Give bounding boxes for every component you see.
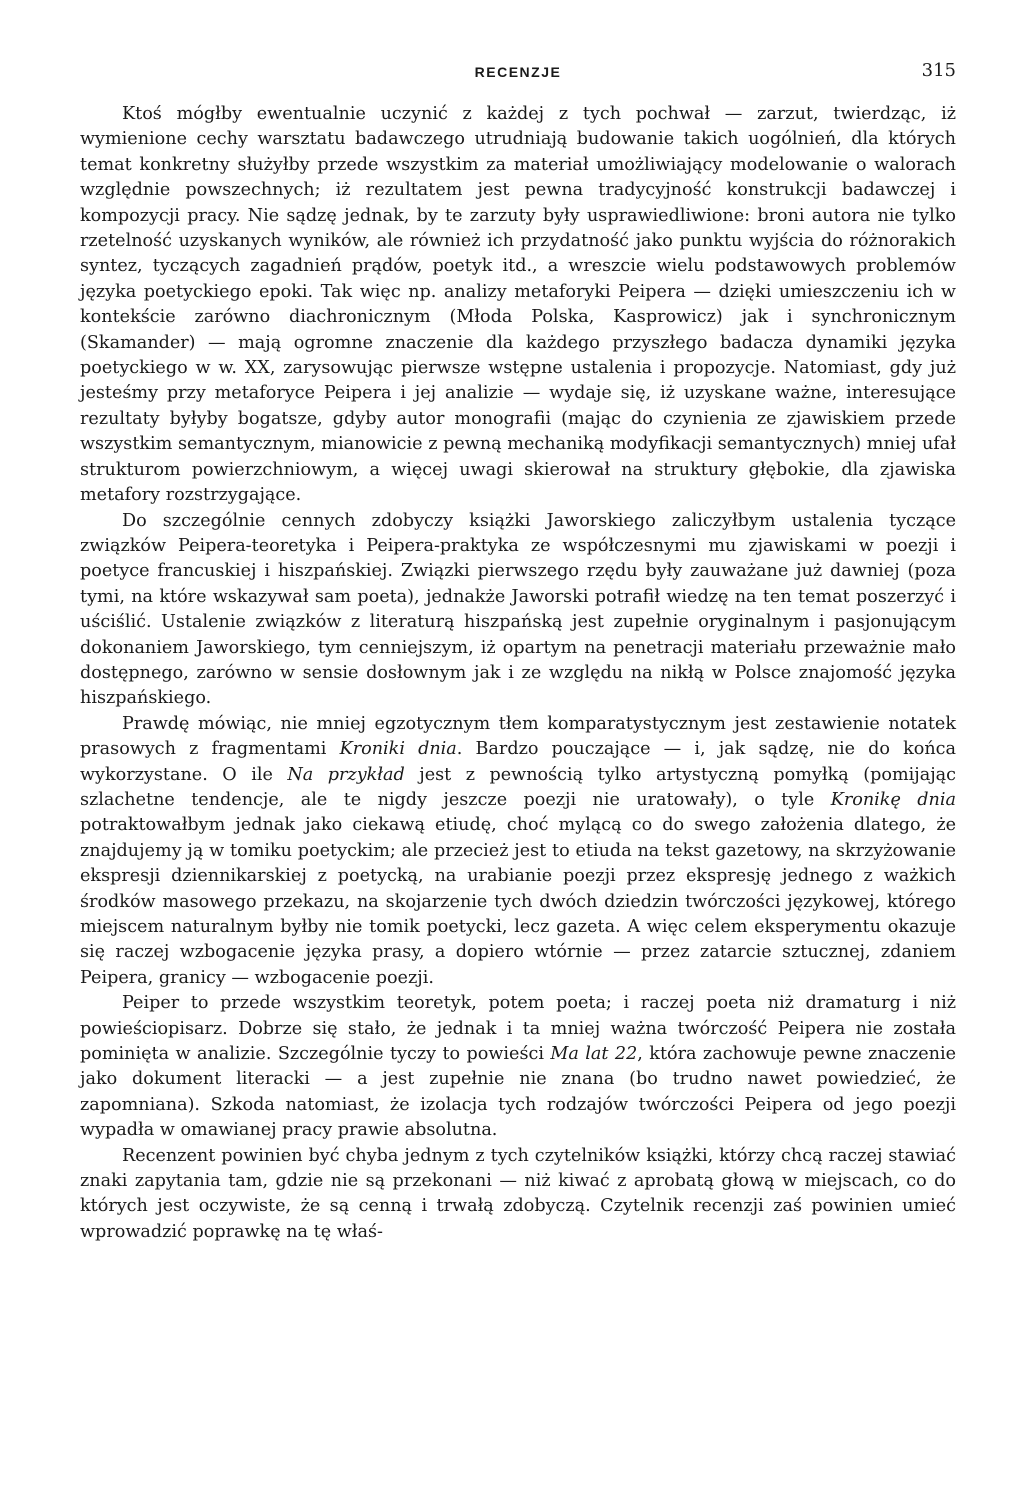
text-run: Ktoś mógłby ewentualnie uczynić z każdej z tych pochwał — zarzut, twierdząc, iż wymienione cechy warsztatu badawczego utrudniają budowanie takich uogólnień, dla których temat konkretny służyłby przede wszystkim za materiał umożliwiający modelowanie o walorach względnie powszechnych; iż rezultatem jest pewna tradycyjność konstrukcji badawczej i kompozycji pracy. Nie sądzę jednak, by te zarzuty były usprawiedliwione: broni autora nie tylko rzetelność uzyskanych wyników, ale również ich przydatność jako punktu wyjścia do różnorakich syntez, tyczących zagadnień prądów, poetyk itd., a wreszcie wielu podstawowych problemów języka poetyckiego epoki. Tak więc np. analizy metaforyki Peipera — dzięki umieszczeniu ich w kontekście zarówno diachronicznym (Młoda Polska, Kasprowicz) jak i synchronicznym (Skamander) — mają ogromne znaczenie dla każdego przyszłego badacza dynamiki języka poetyckiego w w. XX, zarysowując pierwsze wstępne ustalenia i propozycje. Natomiast, gdy już jesteśmy przy metaforyce Peipera i jej analizie — wydaje się, iż uzyskane ważne, interesujące rezultaty byłyby bogatsze, gdyby autor monografii (mając do czynienia ze zjawiskiem przede wszystkim semantycznym, mianowicie z pewną mechaniką modyfikacji semantycznych) mniej ufał strukturom powierzchniowym, a więcej uwagi skierował na struktury głębokie, dla zjawiska metafory rozstrzygające. xyxy=(80,104,956,506)
paragraph xyxy=(80,991,956,1143)
text-run: potraktowałbym jednak jako ciekawą etiudę, choć mylącą co do swego założenia dlatego, że znajdujemy ją w tomiku poetyckim; ale przecież jest to etiuda na tekst gazetowy, na skrzyżowanie ekspresji dziennikarskiej z poetycką, na urabianie poezji przez ekspresję jednego z ważkich środków masowego przekazu, na skojarzenie tych dwóch dziedzin twórczości językowej, którego miejscem naturalnym byłby nie tomik poetycki, lecz gazeta. A więc celem eksperymentu okazuje się raczej wzbogacenie języka prasy, a dopiero wtórnie — przez zatarcie sztucznej, zdaniem Peipera, granicy — wzbogacenie poezji. xyxy=(80,815,956,988)
text-run: Do szczególnie cennych zdobyczy książki Jaworskiego zaliczyłbym ustalenia tyczące związków Peipera-teoretyka i Peipera-praktyka ze współczesnymi mu zjawiskami w poezji i poetyce francuskiej i hiszpańskiej. Związki pierwszego rzędu były zauważane już dawniej (poza tymi, na które wskazywał sam poeta), jednakże Jaworski potrafił wiedzę na ten temat poszerzyć i uściślić. Ustalenie związków z literaturą hiszpańską jest zupełnie oryginalnym i pasjonującym dokonaniem Jaworskiego, tym cenniejszym, iż opartym na penetracji materiału przeważnie mało dostępnego, zarówno w sensie dosłownym jak i ze względu na nikłą w Polsce znajomość języka hiszpańskiego. xyxy=(80,510,956,709)
text-run: jest z pewnością tylko artystyczną pomyłką (pomijając szlachetne tendencje, ale te nigdy jeszcze poezji nie uratowały), o tyle xyxy=(80,764,956,810)
text-run: Prawdę mówiąc, nie mniej egzotycznym tłem komparatystycznym jest zestawienie notatek prasowych z fragmentami xyxy=(80,713,956,760)
section-title: RECENZJE xyxy=(474,64,562,80)
running-head xyxy=(80,58,956,94)
paragraph xyxy=(80,102,956,509)
italic-title: Kronikę dnia xyxy=(830,789,956,810)
italic-title: Ma lat 22 xyxy=(550,1044,638,1065)
page-number: 315 xyxy=(921,60,956,81)
text-run: . Bardzo pouczające — i, jak sądzę, nie do końca wykorzystane. O ile xyxy=(80,739,956,785)
text-run: , która zachowuje pewne znaczenie jako dokument literacki — a jest zupełnie nie znana (bo trudno nawet powiedzieć, że zapomniana). Szkoda natomiast, że izolacja tych rodzajów twórczości Peipera od jego poezji wypadła w omawianej pracy prawie absolutna. xyxy=(80,1044,957,1141)
text-run: Peiper to przede wszystkim teoretyk, potem poeta; i raczej poeta niż dramaturg i niż powieściopisarz. Dobrze się stało, że jednak i ta mniej ważna twórczość Peipera nie została pominięta w analizie. Szczególnie tyczy to powieści xyxy=(80,993,956,1065)
paragraph xyxy=(80,712,956,991)
italic-title: Na przykład xyxy=(287,764,405,785)
review-body xyxy=(80,102,956,1245)
italic-title: Kroniki dnia xyxy=(339,739,457,760)
paragraph xyxy=(80,1144,956,1246)
text-run: Recenzent powinien być chyba jednym z tych czytelników książki, którzy chcą raczej stawiać znaki zapytania tam, gdzie nie są przekonani — niż kiwać z aprobatą głową w miejscach, co do których jest oczywiste, że są cenną i trwałą zdobyczą. Czytelnik recenzji zaś powinien umieć wprowadzić poprawkę na tę właś- xyxy=(80,1145,956,1242)
journal-page xyxy=(80,58,956,1245)
paragraph xyxy=(80,509,956,712)
